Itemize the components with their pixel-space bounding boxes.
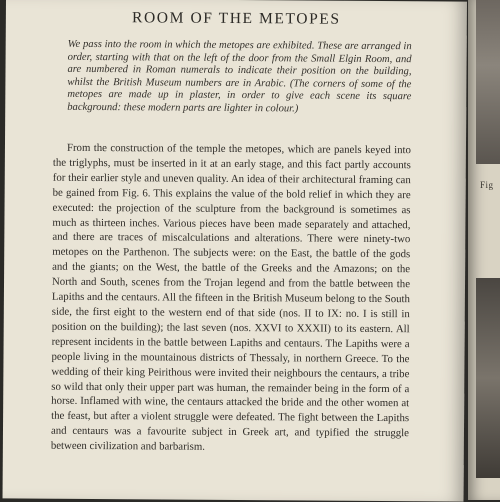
figure-caption: Fig [480, 180, 494, 190]
body-text [51, 141, 411, 457]
photo-plate-bottom [476, 278, 500, 478]
book-page-left [3, 0, 467, 502]
page-heading: ROOM OF THE METOPES [132, 9, 341, 28]
body-paragraph: From the construction of the temple the metopes, which are panels keyed into the triglyphs, must be inserted in it at an early stage, and this fact partly accounts for their earlier style and uneven quality. An idea of their architectural framing can be gained from Fig. 6. This explains the value of the bold relief in which they are executed: the projection of the sculpture from the background is sometimes as much as thirteen inches. Various pieces have been made separately and attached, and there are traces of miscalculations and alterations. There were ninety-two metopes on the Parthenon. The subjects were: on the East, the battle of the gods and the giants; on the West, the battle of the Greeks and the Amazons; on the North and South, scenes from the Trojan legend and from the battle between the Lapiths and the centaurs. All the fifteen in the British Museum belong to the South side, the first eight to the western end of that side (nos. II to IX: no. I is still in position on the building); the last seven (nos. XXVI to XXXII) to its eastern. All represent incidents in the battle between Lapiths and centaurs. The Lapiths were a people living in the mountainous districts of Thessaly, in northern Greece. To the wedding of their king Peirithous were invited their neighbours the centaurs, a tribe so wild that only their upper part was human, the remainder being in the form of a horse. Inflamed with wine, the centaurs attacked the bride and the other women at the feast, but after a violent struggle were defeated. The fight between the Lapiths and centaurs was a favourite subject in Greek art, and typified the struggle between civilization and barbarism. [50, 141, 411, 453]
intro-paragraph: We pass into the room in which the metopes are exhibited. These are arranged in order, starting with that on the left of the door from the Small Elgin Room, and are numbered in Roman numerals to indicate their position on the building, whilst the British Museum numbers are in Arabic. (The corners of some of the metopes are made up in plaster, in order to give each scene its square background: these modern parts are lighter in colour.) [67, 38, 412, 115]
photo-plate-top [476, 0, 500, 164]
